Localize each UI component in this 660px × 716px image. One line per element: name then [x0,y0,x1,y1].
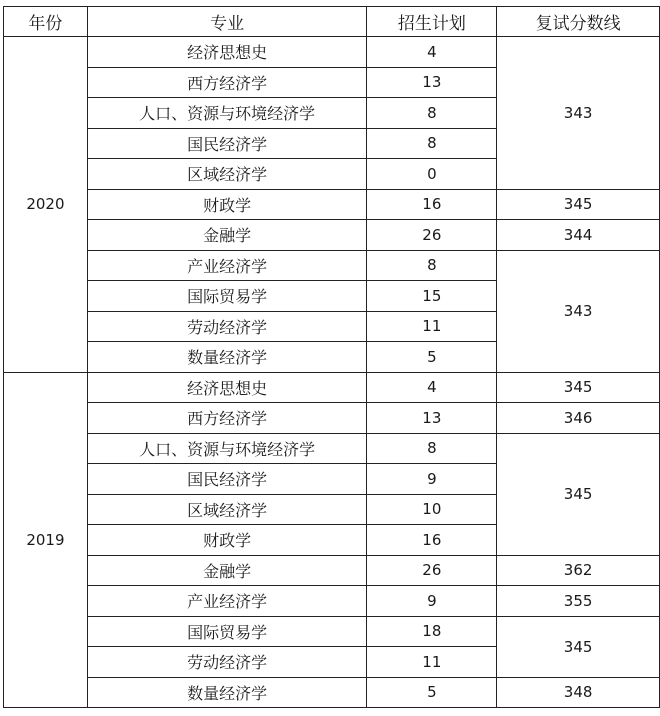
major-cell: 劳动经济学 [87,647,367,678]
table-row [4,616,660,647]
plan-cell: 4 [367,37,497,68]
plan-cell: 9 [367,464,497,495]
plan-cell: 0 [367,159,497,190]
plan-cell: 10 [367,494,497,525]
major-cell: 西方经济学 [87,67,367,98]
plan-cell: 8 [367,98,497,129]
major-cell: 数量经济学 [87,677,367,708]
major-cell: 金融学 [87,220,367,251]
major-cell: 区域经济学 [87,494,367,525]
major-cell: 财政学 [87,525,367,556]
plan-cell: 26 [367,220,497,251]
table-row [4,372,660,403]
major-cell: 数量经济学 [87,342,367,373]
table-body [4,37,660,708]
plan-cell: 16 [367,189,497,220]
table-row [4,220,660,251]
major-cell: 人口、资源与环境经济学 [87,98,367,129]
plan-cell: 13 [367,67,497,98]
admission-score-table [3,6,660,708]
major-cell: 人口、资源与环境经济学 [87,433,367,464]
header-plan: 招生计划 [367,7,497,37]
plan-cell: 9 [367,586,497,617]
score-cell: 345 [497,616,660,677]
score-cell: 343 [497,250,660,372]
major-cell: 西方经济学 [87,403,367,434]
score-cell: 344 [497,220,660,251]
major-cell: 国际贸易学 [87,281,367,312]
plan-cell: 18 [367,616,497,647]
plan-cell: 11 [367,647,497,678]
major-cell: 产业经济学 [87,250,367,281]
score-cell: 346 [497,403,660,434]
header-year: 年份 [4,7,88,37]
plan-cell: 16 [367,525,497,556]
major-cell: 劳动经济学 [87,311,367,342]
plan-cell: 13 [367,403,497,434]
score-cell: 345 [497,433,660,555]
score-cell: 355 [497,586,660,617]
plan-cell: 8 [367,128,497,159]
header-score: 复试分数线 [497,7,660,37]
major-cell: 国民经济学 [87,464,367,495]
table-row [4,677,660,708]
score-cell: 362 [497,555,660,586]
plan-cell: 26 [367,555,497,586]
plan-cell: 5 [367,677,497,708]
major-cell: 区域经济学 [87,159,367,190]
table-row [4,37,660,68]
table-row [4,189,660,220]
score-cell: 345 [497,372,660,403]
major-cell: 财政学 [87,189,367,220]
header-major: 专业 [87,7,367,37]
score-cell: 343 [497,37,660,190]
major-cell: 产业经济学 [87,586,367,617]
year-cell: 2020 [4,37,88,373]
major-cell: 金融学 [87,555,367,586]
plan-cell: 11 [367,311,497,342]
major-cell: 经济思想史 [87,37,367,68]
plan-cell: 4 [367,372,497,403]
plan-cell: 8 [367,433,497,464]
plan-cell: 8 [367,250,497,281]
year-cell: 2019 [4,372,88,708]
plan-cell: 5 [367,342,497,373]
table-row [4,555,660,586]
table-row [4,250,660,281]
major-cell: 经济思想史 [87,372,367,403]
score-cell: 348 [497,677,660,708]
table-row [4,433,660,464]
major-cell: 国际贸易学 [87,616,367,647]
header-row [4,7,660,37]
table-row [4,586,660,617]
table-row [4,403,660,434]
plan-cell: 15 [367,281,497,312]
score-cell: 345 [497,189,660,220]
major-cell: 国民经济学 [87,128,367,159]
